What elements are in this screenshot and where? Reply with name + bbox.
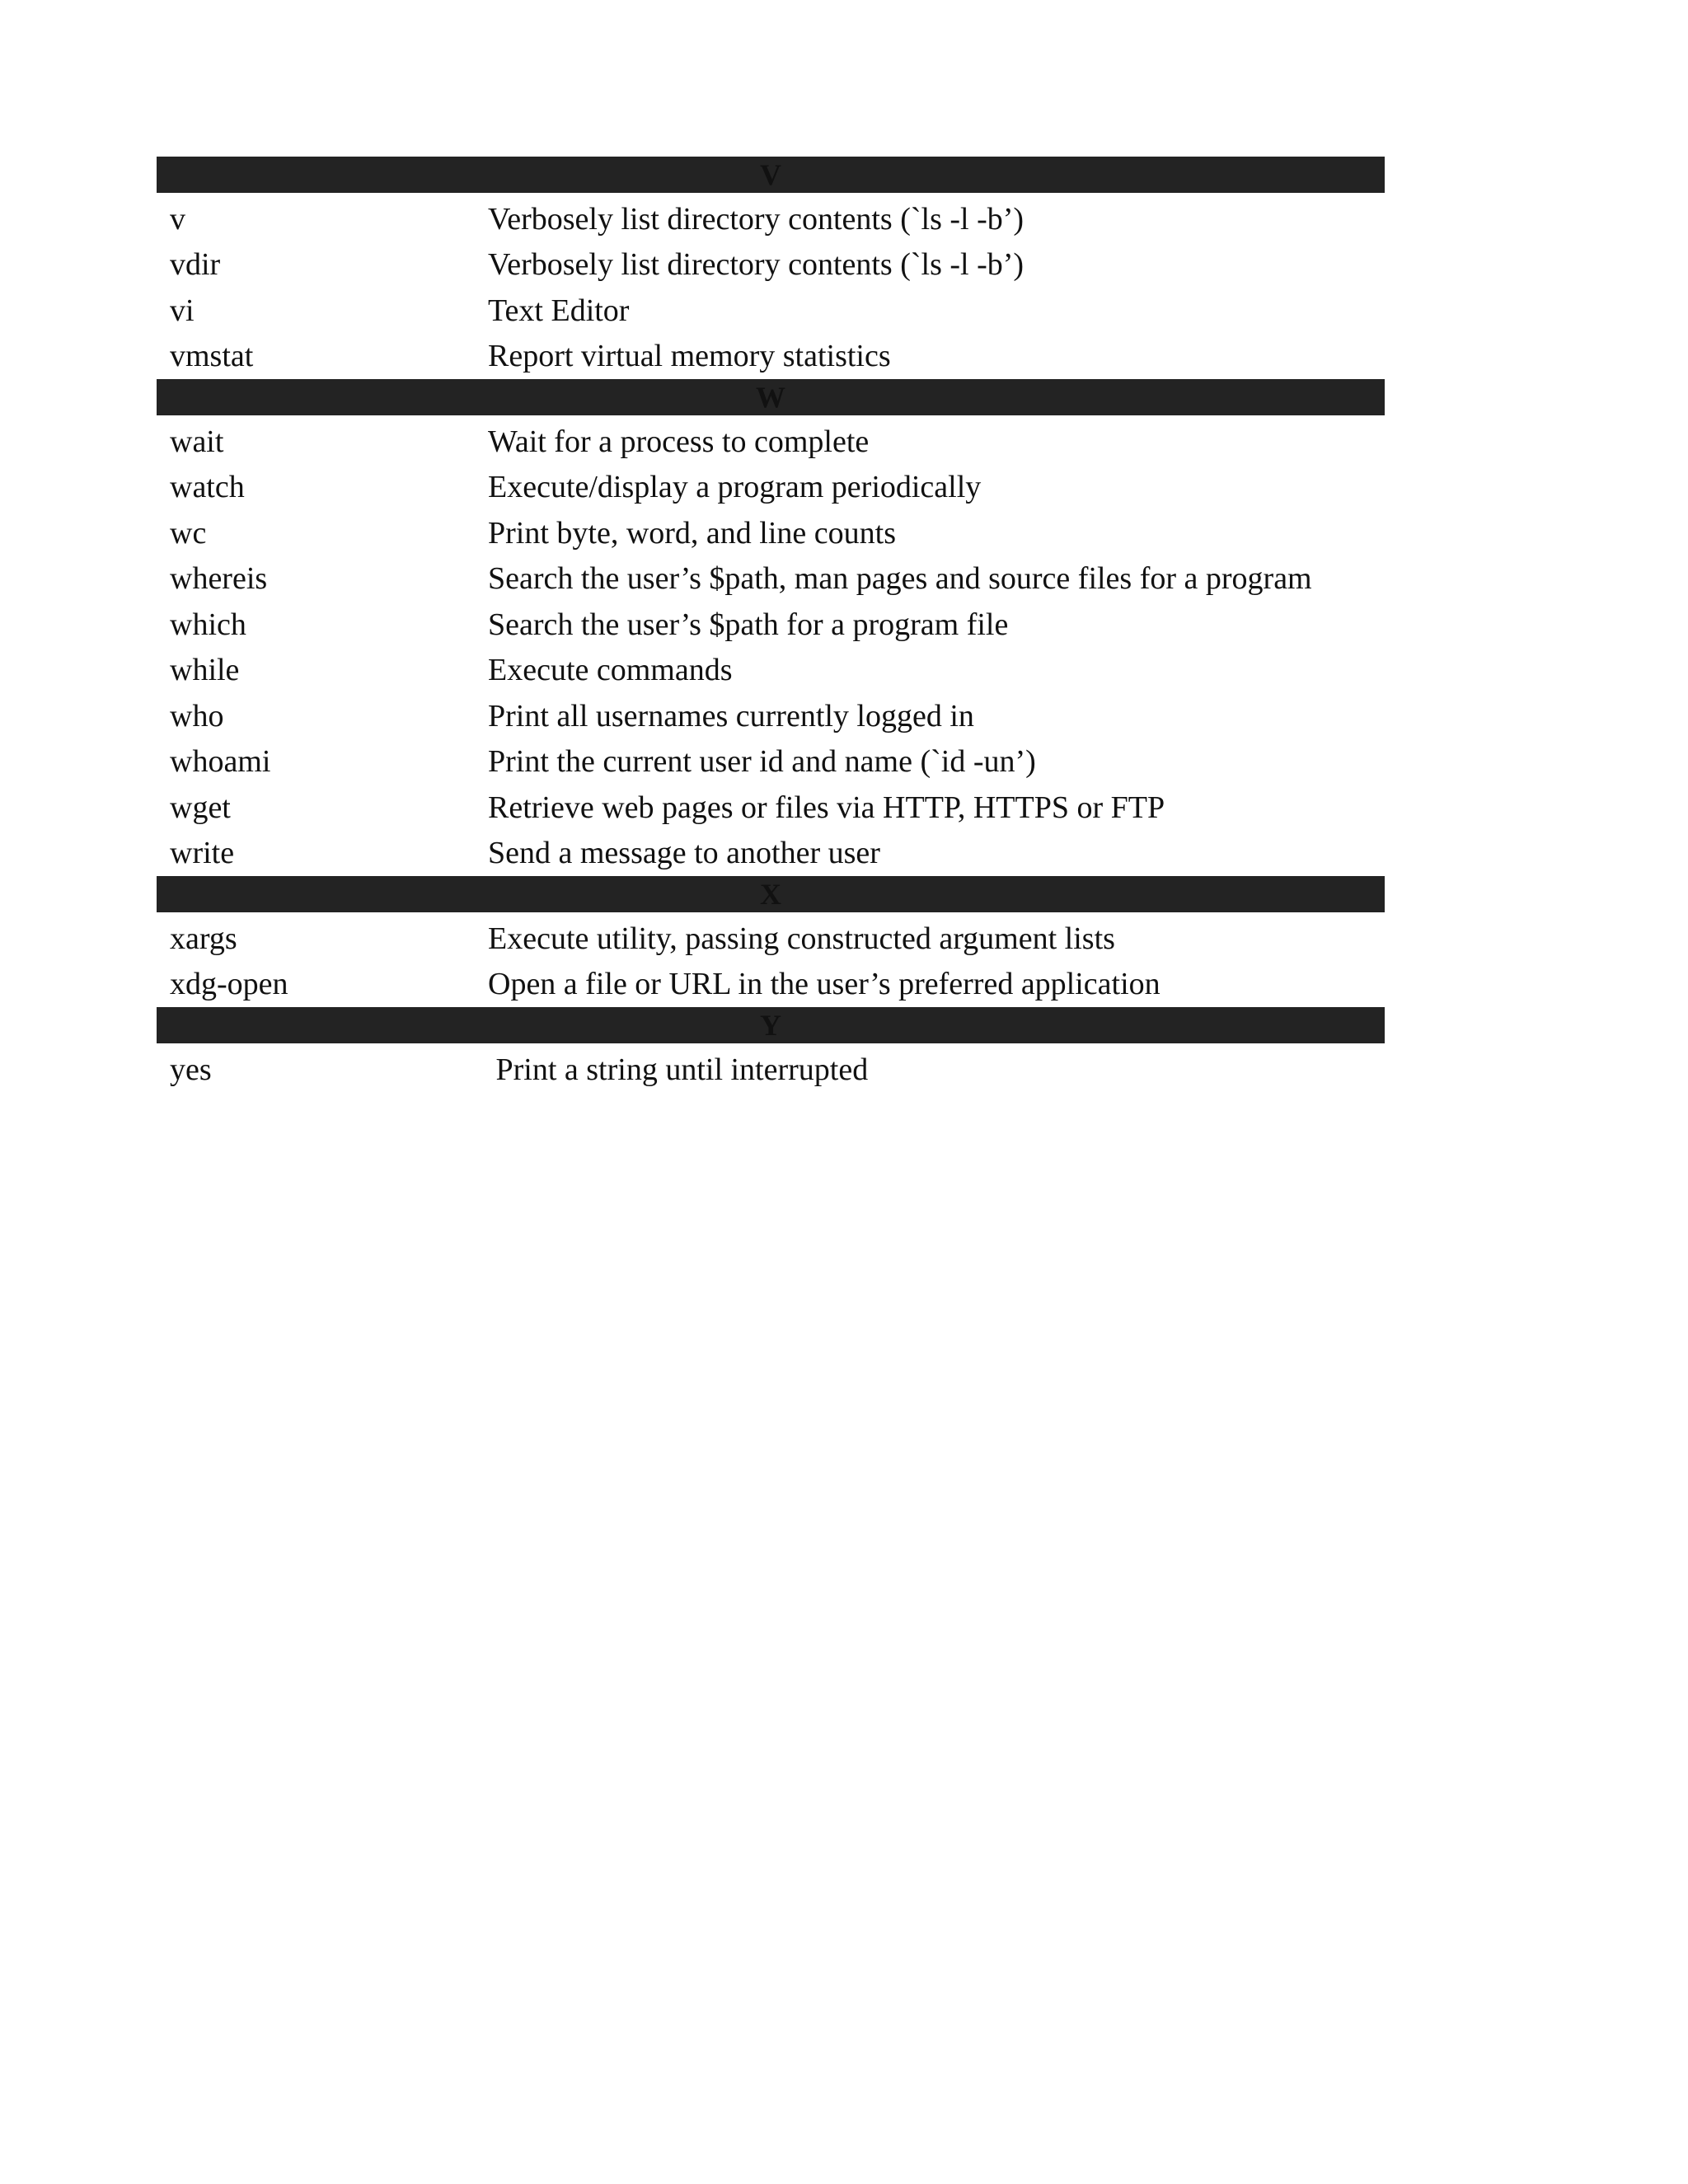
table-row xyxy=(157,693,1385,739)
command-description: Search the user’s $path, man pages and source files for a program xyxy=(488,561,1312,597)
command-description: Send a message to another user xyxy=(488,836,880,871)
command-name: xargs xyxy=(170,921,237,956)
table-row xyxy=(157,739,1385,785)
command-name: vi xyxy=(170,293,195,328)
command-name: whereis xyxy=(170,561,268,597)
command-description: Report virtual memory statistics xyxy=(488,339,891,374)
command-description: Execute/display a program periodically xyxy=(488,470,982,505)
command-description: Print all usernames currently logged in xyxy=(488,698,974,733)
command-name: yes xyxy=(170,1052,212,1087)
command-name: whoami xyxy=(170,744,271,780)
section-header-w: W xyxy=(157,379,1385,415)
command-description: Execute commands xyxy=(488,653,733,688)
table-row xyxy=(157,962,1385,1008)
command-name: v xyxy=(170,201,185,237)
command-name: which xyxy=(170,607,246,642)
table-row xyxy=(157,831,1385,877)
command-description: Execute utility, passing constructed argument lists xyxy=(488,921,1115,956)
command-name: xdg-open xyxy=(170,967,288,1002)
table-row xyxy=(157,602,1385,648)
command-name: who xyxy=(170,698,224,733)
command-description: Print the current user id and name (`id -un’) xyxy=(488,744,1036,780)
command-description: Retrieve web pages or files via HTTP, HTTPS or FTP xyxy=(488,790,1165,825)
command-description: Print byte, word, and line counts xyxy=(488,515,896,551)
section-header-v: V xyxy=(157,157,1385,193)
table-row xyxy=(157,510,1385,556)
command-name: vmstat xyxy=(170,339,254,374)
table-row xyxy=(157,648,1385,694)
command-description: Print a string until interrupted xyxy=(488,1052,869,1087)
command-description: Search the user’s $path for a program file xyxy=(488,607,1009,642)
table-row xyxy=(157,1047,1385,1093)
section-header-x: X xyxy=(157,876,1385,912)
command-name: while xyxy=(170,653,240,688)
table-row xyxy=(157,556,1385,602)
table-row xyxy=(157,419,1385,465)
section-header-y: Y xyxy=(157,1007,1385,1043)
table-row xyxy=(157,916,1385,962)
command-name: wc xyxy=(170,515,207,551)
table-row xyxy=(157,785,1385,831)
command-description: Text Editor xyxy=(488,293,630,328)
table-row xyxy=(157,465,1385,511)
command-description: Verbosely list directory contents (`ls -l -b’) xyxy=(488,247,1025,283)
table-row xyxy=(157,196,1385,242)
command-description: Wait for a process to complete xyxy=(488,424,870,459)
table-row xyxy=(157,288,1385,334)
command-name: write xyxy=(170,836,235,871)
command-table xyxy=(157,157,1385,1093)
command-description: Open a file or URL in the user’s preferred application xyxy=(488,967,1160,1002)
command-description: Verbosely list directory contents (`ls -l -b’) xyxy=(488,201,1025,237)
command-name: wget xyxy=(170,790,231,825)
command-name: wait xyxy=(170,424,224,459)
table-row xyxy=(157,242,1385,288)
command-name: vdir xyxy=(170,247,221,283)
table-row xyxy=(157,334,1385,380)
command-name: watch xyxy=(170,470,245,505)
